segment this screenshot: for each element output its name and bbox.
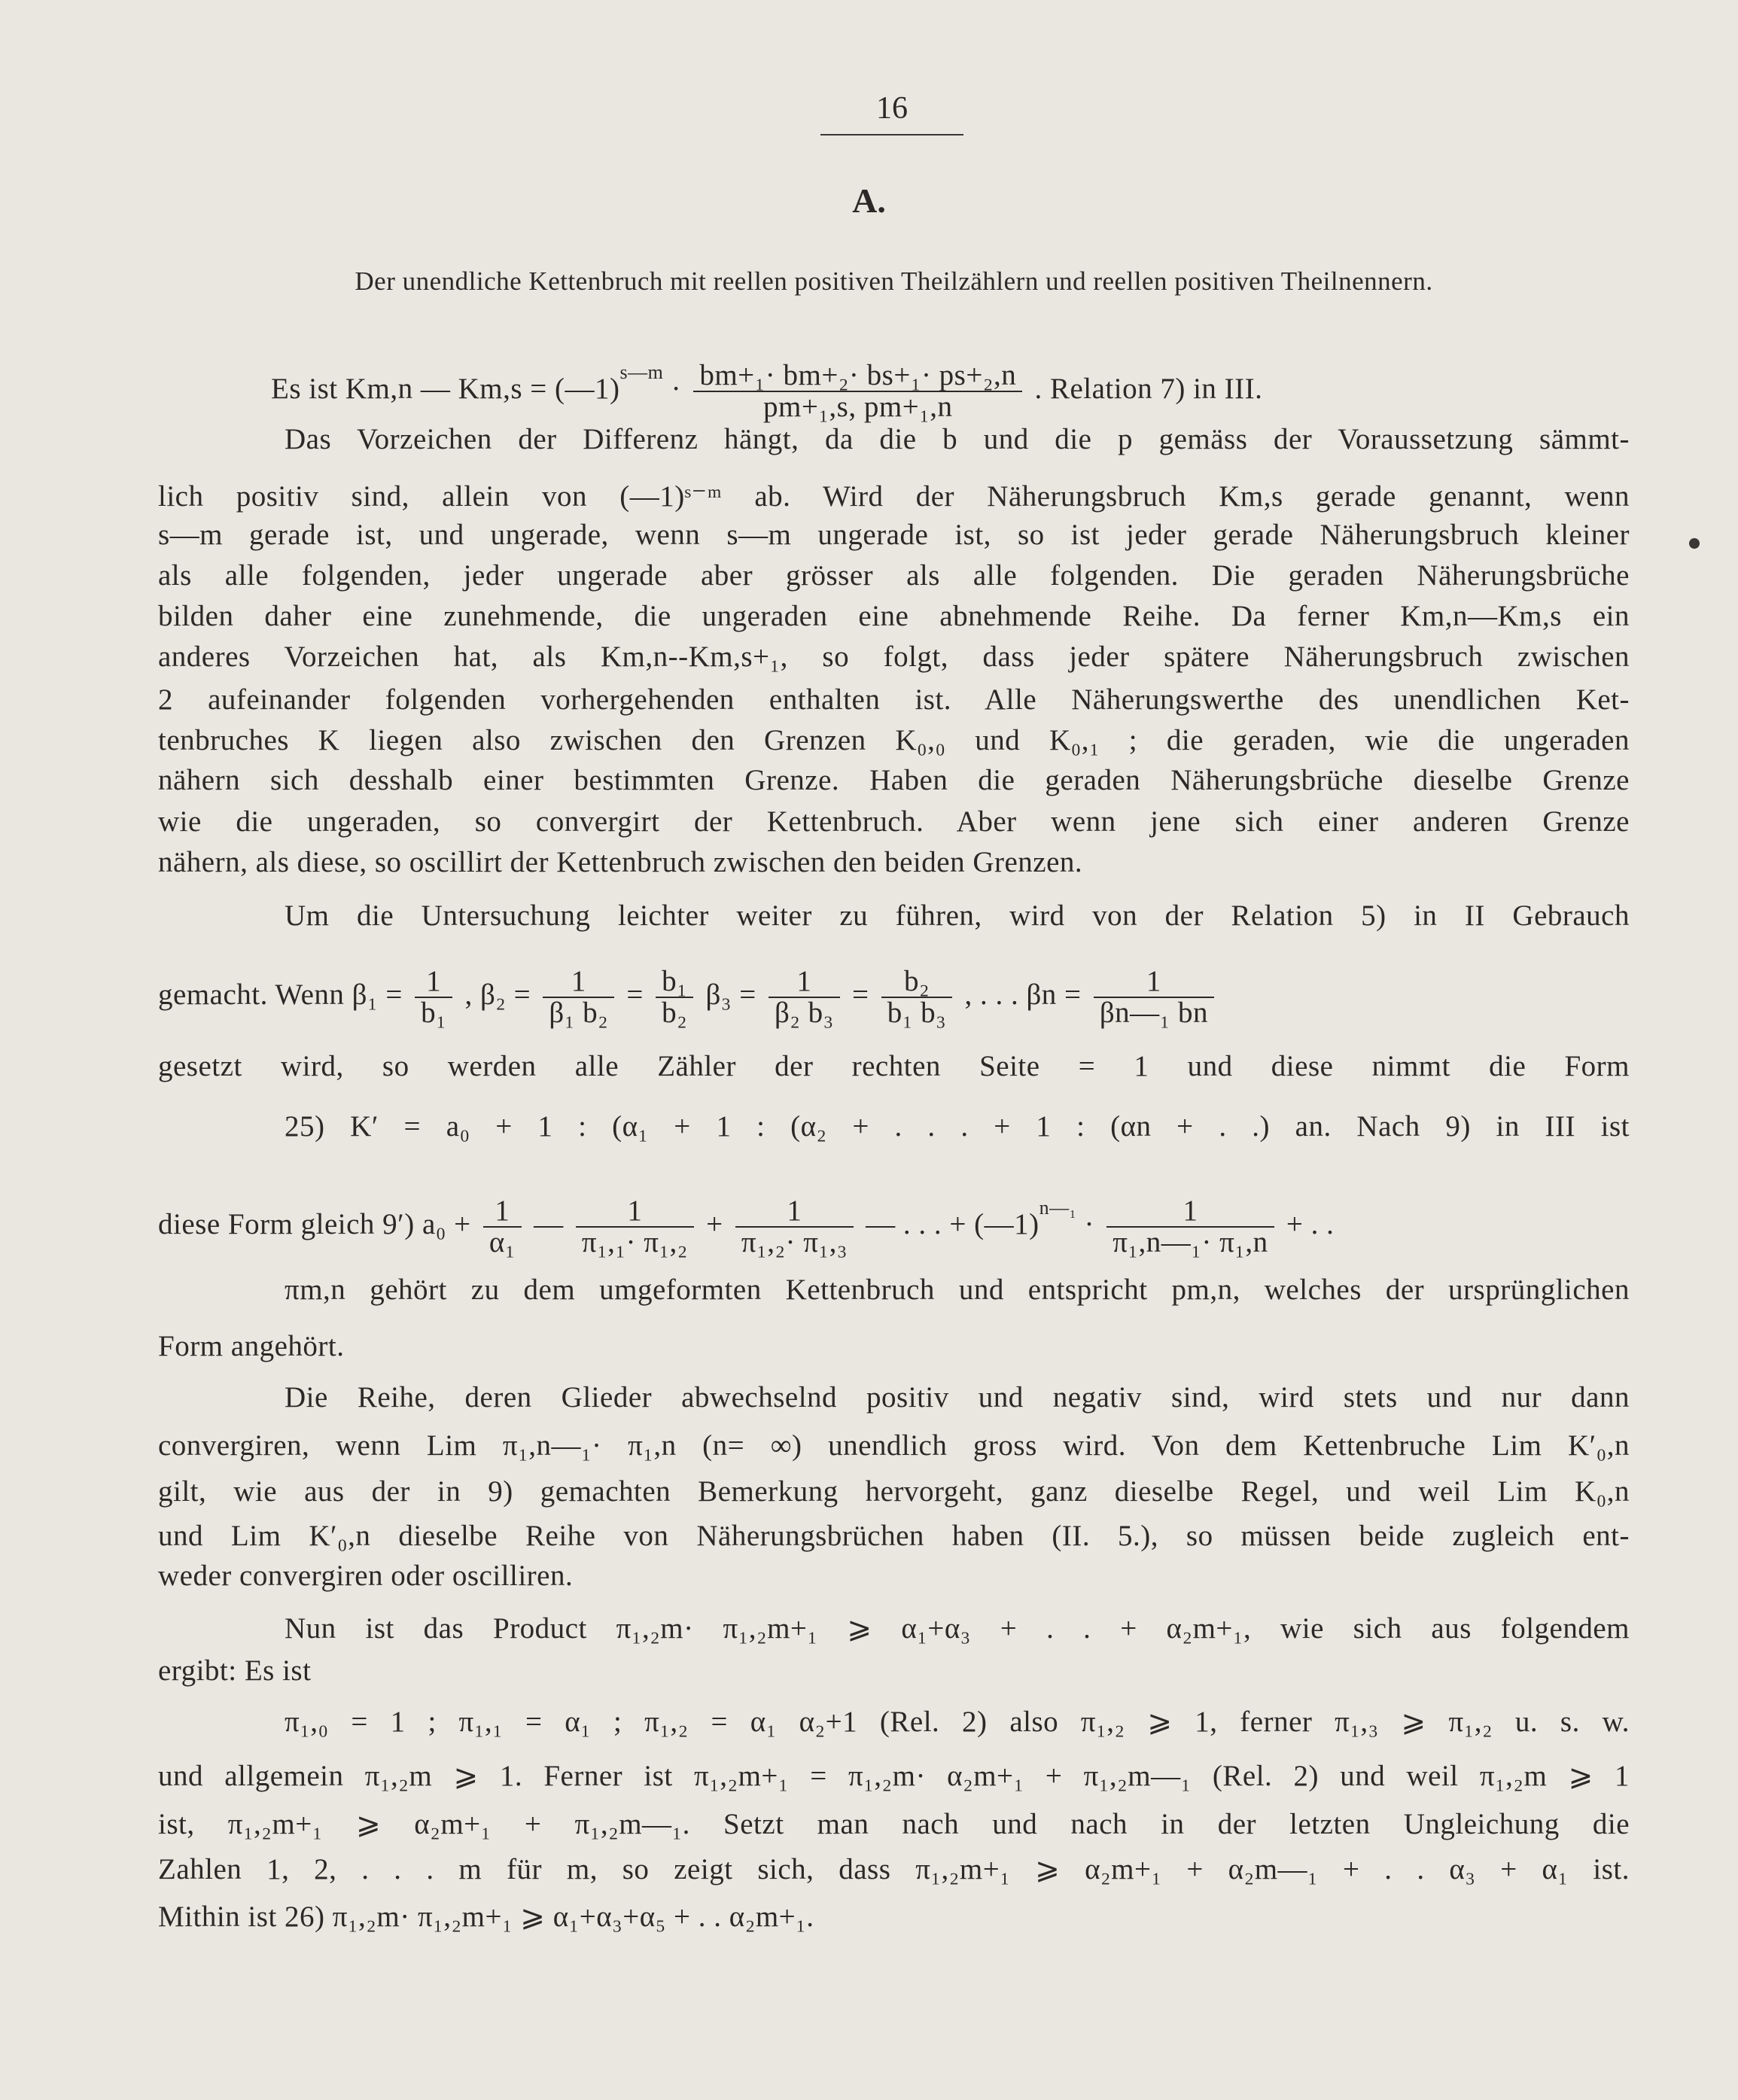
eq1-exponent: s—m [619,361,664,383]
eq1-tail: . Relation 7) in III. [1034,373,1263,405]
section-title: Der unendliche Kettenbruch mit reellen positiven Theilzählern und reellen positiven Theilnennern. [355,266,1433,296]
equation-25: 25) K′ = a₀ + 1 : (α₁ + 1 : (α₂ + . . . + 1 : (αn + . .) an. Nach 9) in III ist [285,1110,1630,1143]
equation-relation-7 [271,331,1630,424]
eq3-fraction-2: $\frac{1}{\text{π₁,₁· π₁,₂}}$ [576,1196,694,1258]
text-line: s—m gerade ist, und ungerade, wenn s—m ungerade ist, so ist jeder gerade Näherungsbruch kleiner [158,519,1630,551]
text-line: gesetzt wird, so werden alle Zähler der rechten Seite = 1 und diese nimmt die Form [158,1050,1630,1082]
text-line: Zahlen 1, 2, . . . m für m, so zeigt sich, dass π₁,₂m+₁ ⩾ α₂m+₁ + α₂m—₁ + . . α₃ + α₁ ist. [158,1853,1630,1885]
section-mark: A. [852,181,886,220]
eq1-fraction [693,361,1022,422]
eq1-numerator: bm+₁· bm+₂· bs+₁· ps+₂,n [693,361,1022,392]
text-line: Mithin ist 26) π₁,₂m· π₁,₂m+₁ ⩾ α₁+α₃+α₅ + . . α₂m+₁. [158,1901,814,1933]
text-line: und Lim K′₀,n dieselbe Reihe von Näherungsbrüchen haben (II. 5.), so müssen beide zugleich ent- [158,1520,1630,1552]
equation-9-prime: diese Form gleich 9′) a₀ + $\frac{1}{\text{α₁}}$ — $\frac{1}{\text{π₁,₁· π₁,₂}}$ + $\frac{1}{\text{π₁,₂· π₁,₃}}$ — . . . + (—1)$^{n—_1}$ · $\frac{1}{\text{π₁,n—₁· π₁,n}}$ + . . [158,1195,1335,1259]
eq1-denominator: pm+₁,s, pm+₁,n [763,391,953,424]
eq3-fraction-3: $\frac{1}{\text{π₁,₂· π₁,₃}}$ [735,1196,854,1258]
text-line: π₁,₀ = 1 ; π₁,₁ = α₁ ; π₁,₂ = α₁ α₂+1 (Rel. 2) also π₁,₂ ⩾ 1, ferner π₁,₃ ⩾ π₁,₂ u. s. w. [285,1706,1630,1738]
eq3-fraction-1: $\frac{1}{\text{α₁}}$ [483,1196,522,1258]
eq1-lhs: Es ist Km,n — Km,s = (—1) [271,373,620,405]
text-line: Das Vorzeichen der Differenz hängt, da die b und die p gemäss der Voraussetzung sämmt- [285,423,1630,455]
text-line: Form angehört. [158,1330,345,1362]
text-line: convergiren, wenn Lim π₁,n—₁· π₁,n (n= ∞) unendlich gross wird. Von dem Kettenbruche Lim K′₀,n [158,1429,1630,1462]
text-line: und allgemein π₁,₂m ⩾ 1. Ferner ist π₁,₂m+₁ = π₁,₂m· α₂m+₁ + π₁,₂m—₁ (Rel. 2) und weil π₁,₂m ⩾ 1 [158,1760,1630,1792]
equation-beta-definitions: gemacht. Wenn β₁ = $\frac{1}{\text{b₁}}$ , β₂ = $\frac{1}{\text{β₁ b₂}}$ = $\frac{\text{b₁}}{\text{b₂}}$ β₃ = $\frac{1}{\text{β₂ b₃}}$ = $\frac{\text{b₂}}{\text{b₁ b₃}}$ , . . . βn = $\frac{1}{\text{βn—₁ bn}}$ [158,950,1630,1040]
text-line: ist, π₁,₂m+₁ ⩾ α₂m+₁ + π₁,₂m—₁. Setzt man nach und nach in der letzten Ungleichung die [158,1808,1630,1840]
text-line: Um die Untersuchung leichter weiter zu führen, wird von der Relation 5) in II Gebrauch [285,899,1630,932]
margin-mark [1689,538,1700,549]
text-line: nähern, als diese, so oscillirt der Kettenbruch zwischen den beiden Grenzen. [158,846,1083,878]
text-line: 2 aufeinander folgenden vorhergehenden enthalten ist. Alle Näherungswerthe des unendlichen Ket- [158,683,1630,716]
text-line: weder convergiren oder oscilliren. [158,1560,574,1592]
text-line: nähern sich desshalb einer bestimmten Grenze. Haben die geraden Näherungsbrüche dieselbe Grenze [158,764,1630,796]
eq2-fraction-2: $\frac{1}{\text{β₁ b₂}}$ [543,966,614,1028]
page-number: 16 [820,90,963,135]
eq2-fraction-1: $\frac{1}{\text{b₁}}$ [415,966,452,1028]
text-line: wie die ungeraden, so convergirt der Kettenbruch. Aber wenn jene sich einer anderen Grenze [158,805,1630,838]
eq2-fraction-6: $\frac{1}{\text{βn—₁ bn}}$ [1094,966,1214,1028]
text-line: lich positiv sind, allein von (—1)ˢ⁻ᵐ ab. Wird der Näherungsbruch Km,s gerade genannt, wenn [158,480,1630,513]
eq1-dot: · [671,373,682,405]
eq2-fraction-5: $\frac{\text{b₂}}{\text{b₁ b₃}}$ [881,966,952,1028]
eq3-lead: diese Form gleich 9′) a₀ + [158,1208,471,1240]
eq2-fraction-4: $\frac{1}{\text{β₂ b₃}}$ [769,966,840,1028]
text-line: πm,n gehört zu dem umgeformten Kettenbruch und entspricht pm,n, welches der ursprünglichen [285,1274,1630,1306]
text-line: Nun ist das Product π₁,₂m· π₁,₂m+₁ ⩾ α₁+α₃ + . . + α₂m+₁, wie sich aus folgendem [285,1612,1630,1645]
text-line: bilden daher eine zunehmende, die ungeraden eine abnehmende Reihe. Da ferner Km,n—Km,s ein [158,600,1630,632]
text-line: anderes Vorzeichen hat, als Km,n--Km,s+₁, so folgt, dass jeder spätere Näherungsbruch zwischen [158,641,1630,673]
eq2-fraction-3: $\frac{\text{b₁}}{\text{b₂}}$ [656,966,693,1028]
eq2-lead: gemacht. Wenn β₁ = [158,978,403,1011]
text-line: gilt, wie aus der in 9) gemachten Bemerkung hervorgeht, ganz dieselbe Regel, und weil Lim K₀,n [158,1475,1630,1508]
eq3-fraction-4: $\frac{1}{\text{π₁,n—₁· π₁,n}}$ [1106,1196,1274,1258]
text-line: tenbruches K liegen also zwischen den Grenzen K₀,₀ und K₀,₁ ; die geraden, wie die ungeraden [158,724,1630,756]
text-line: als alle folgenden, jeder ungerade aber grösser als alle folgenden. Die geraden Näherungsbrüche [158,559,1630,592]
text-line: Die Reihe, deren Glieder abwechselnd positiv und negativ sind, wird stets und nur dann [285,1381,1630,1414]
text-line: ergibt: Es ist [158,1654,312,1687]
